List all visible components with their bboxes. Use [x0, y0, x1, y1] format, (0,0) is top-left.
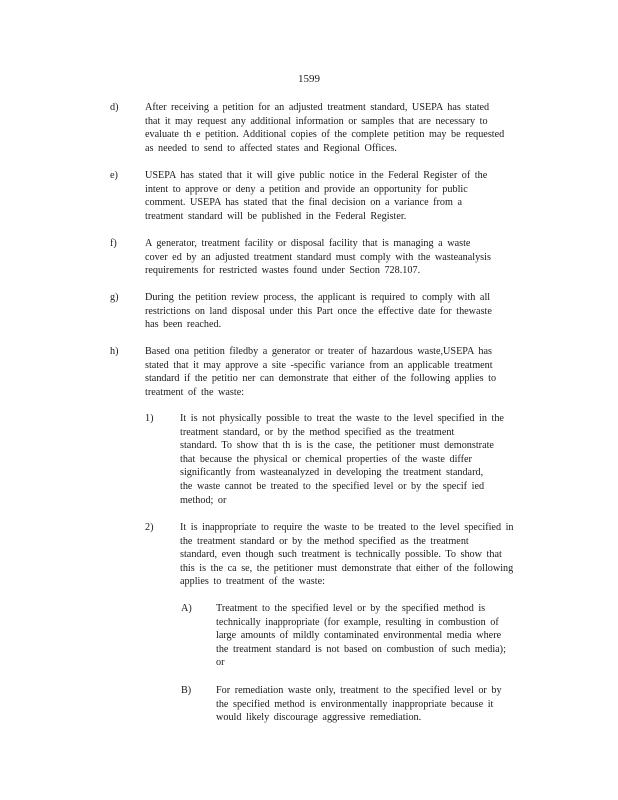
text-line: significantly from wasteanalyzed in developing the treatment standard,: [180, 467, 484, 479]
paragraph-marker: 2): [145, 522, 154, 533]
paragraph-text: [180, 412, 535, 507]
text-line: intent to approve or deny a petition and provide an opportunity for public: [145, 183, 468, 195]
paragraph-marker: f): [110, 238, 117, 249]
text-line: the specified method is environmentally inappropriate because it: [216, 698, 494, 710]
text-line: standard. To show that th is is the case, the petitioner must demonstrate: [180, 440, 494, 452]
paragraph-marker: g): [110, 292, 119, 303]
paragraph-marker: d): [110, 102, 119, 113]
text-line: It is inappropriate to require the waste to be treated to the level specified in: [180, 522, 514, 533]
paragraph-text: [145, 101, 535, 155]
text-line: that because the physical or chemical properties of the waste differ: [180, 453, 472, 465]
text-line: method; or: [180, 494, 227, 506]
paragraph-text: [216, 602, 536, 670]
text-line: this is the ca se, the petitioner must demonstrate that either of the following: [180, 562, 514, 574]
text-line: During the petition review process, the applicant is required to comply with all: [145, 292, 491, 303]
text-line: restrictions on land disposal under this Part once the effective date for thewaste: [145, 305, 492, 317]
text-line: Based ona petition filedby a generator or treater of hazardous waste,USEPA has: [145, 346, 492, 357]
text-line: the treatment standard is not based on combustion of such media);: [216, 643, 506, 655]
text-line: or: [216, 657, 225, 669]
text-line: USEPA has stated that it will give public notice in the Federal Register of the: [145, 170, 488, 181]
text-line: the waste cannot be treated to the specified level or by the specif ied: [180, 480, 485, 492]
text-line: technically inappropriate (for example, resulting in combustion of: [216, 616, 499, 628]
text-line: treatment standard will be published in the Federal Register.: [145, 210, 407, 222]
paragraph-text: [180, 521, 545, 589]
paragraph-text: [145, 345, 535, 399]
text-line: standard, even though such treatment is technically possible. To show that: [180, 549, 502, 561]
paragraph-text: [216, 684, 534, 725]
text-line: Treatment to the specified level or by the specified method is: [216, 603, 486, 614]
text-line: It is not physically possible to treat the waste to the level specified in the: [180, 413, 504, 424]
paragraph-marker: e): [110, 170, 118, 181]
paragraph-text: [145, 169, 525, 223]
paragraph-marker: B): [181, 685, 192, 696]
text-line: has been reached.: [145, 319, 222, 331]
text-line: evaluate th e petition. Additional copies of the complete petition may be requested: [145, 129, 505, 141]
page-number: 1599: [298, 73, 320, 85]
text-line: requirements for restricted wastes found under Section 728.107.: [145, 265, 421, 277]
text-line: treatment standard, or by the method specified as the treatment: [180, 426, 455, 438]
paragraph-marker: h): [110, 346, 119, 357]
text-line: that it may request any additional information or samples that are necessary to: [145, 115, 488, 127]
text-line: cover ed by an adjusted treatment standard must comply with the wasteanalysis: [145, 251, 491, 263]
text-line: stated that it may approve a site -specific variance from an applicable treatment: [145, 359, 493, 371]
text-line: A generator, treatment facility or disposal facility that is managing a waste: [145, 238, 471, 249]
paragraph-marker: A): [181, 603, 192, 614]
paragraph-text: [145, 291, 530, 332]
text-line: the treatment standard or by the method specified as the treatment: [180, 535, 469, 547]
text-line: large amounts of mildly contaminated environmental media where: [216, 630, 502, 642]
text-line: as needed to send to affected states and Regional Offices.: [145, 142, 397, 154]
paragraph-text: [145, 237, 525, 278]
text-line: would likely discourage aggressive remediation.: [216, 712, 422, 724]
text-line: standard if the petitio ner can demonstrate that either of the following applies to: [145, 373, 497, 385]
text-line: treatment of the waste:: [145, 386, 245, 398]
text-line: After receiving a petition for an adjusted treatment standard, USEPA has stated: [145, 102, 490, 113]
text-line: applies to treatment of the waste:: [180, 576, 325, 588]
paragraph-marker: 1): [145, 413, 154, 424]
text-line: comment. USEPA has stated that the final decision on a variance from a: [145, 197, 463, 209]
text-line: For remediation waste only, treatment to the specified level or by: [216, 685, 502, 696]
